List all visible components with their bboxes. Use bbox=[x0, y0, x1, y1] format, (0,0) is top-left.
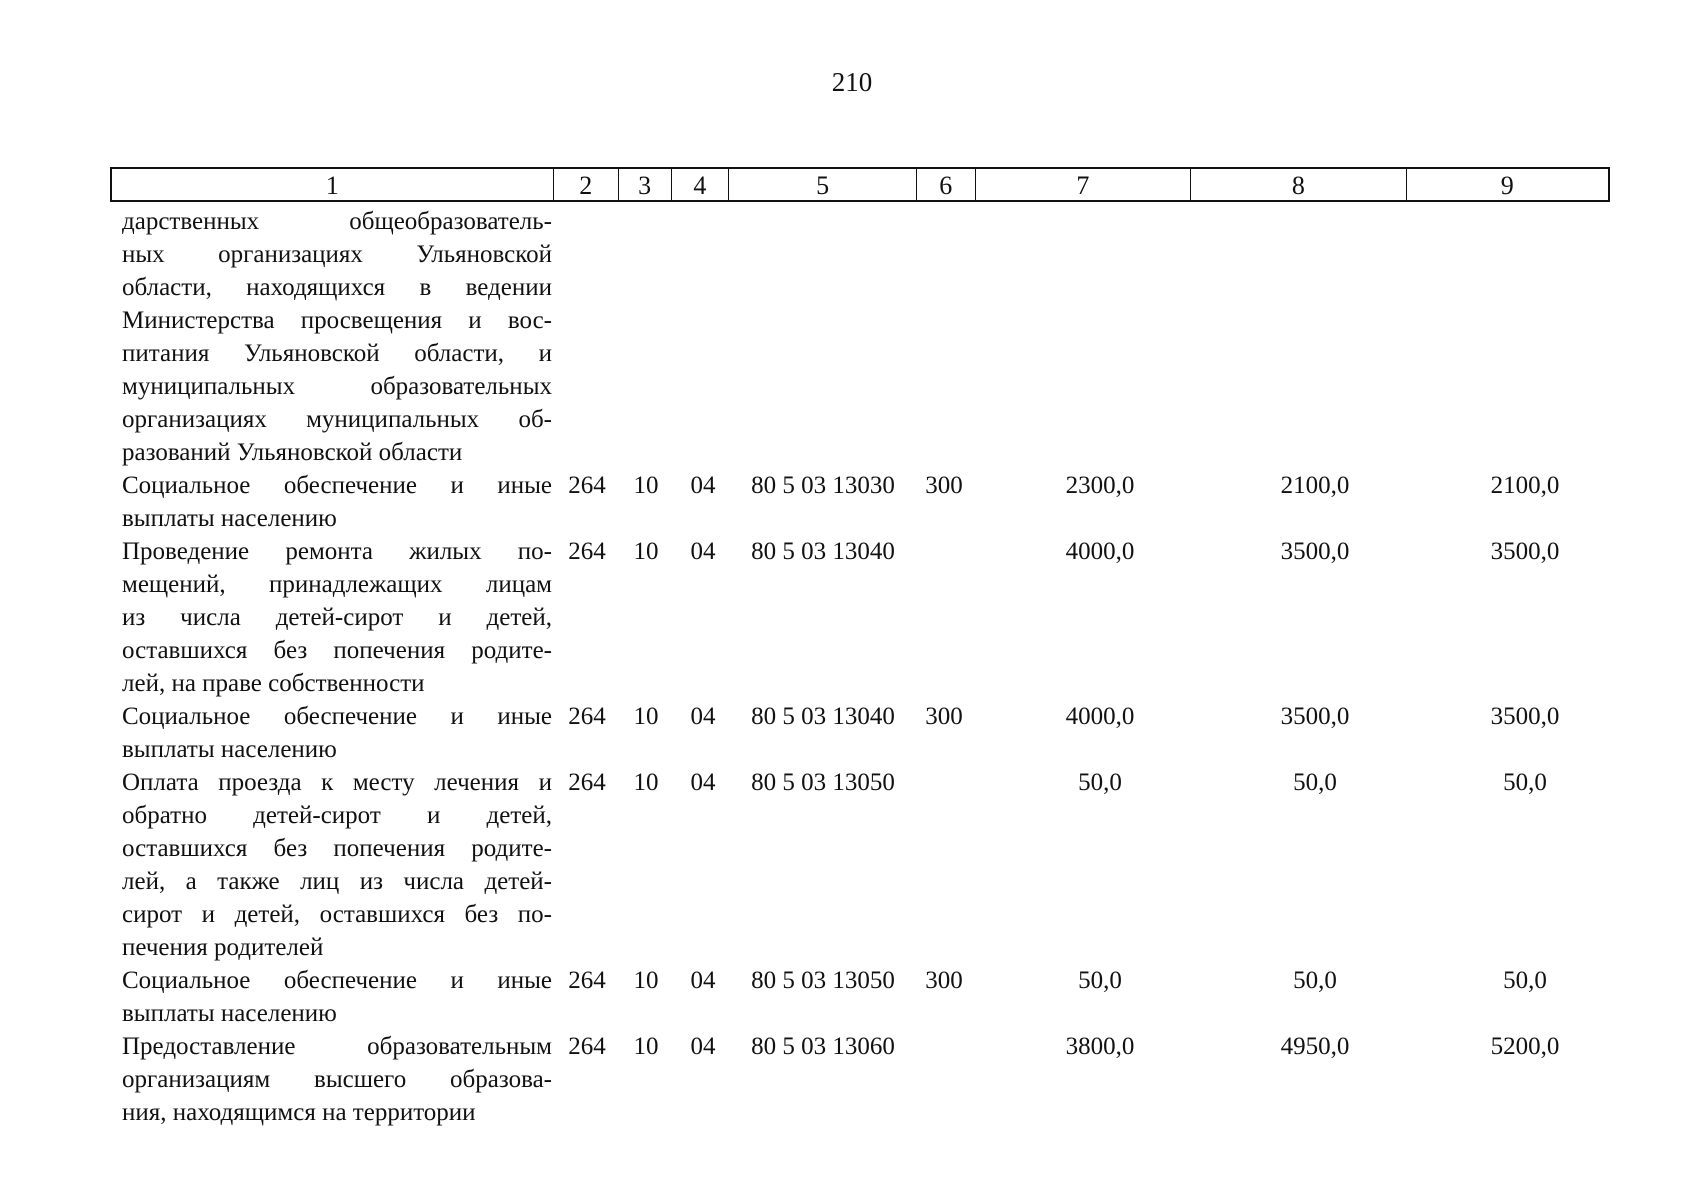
target-article-cell: 80 5 03 13050 bbox=[751, 769, 895, 796]
description-line: Социальное обеспечение и иные bbox=[122, 472, 552, 499]
expense-type-cell: 300 bbox=[925, 703, 963, 730]
section-code-cell: 10 bbox=[633, 472, 659, 499]
expense-type-cell: 300 bbox=[925, 967, 963, 994]
section-code-cell: 10 bbox=[633, 1033, 659, 1060]
header-cell-5: 5 bbox=[729, 169, 917, 200]
header-cell-2: 2 bbox=[554, 169, 619, 200]
header-cell-3: 3 bbox=[619, 169, 672, 200]
row-description bbox=[122, 1030, 552, 1129]
description-line: муниципальных образовательных bbox=[122, 373, 552, 400]
target-article-cell: 80 5 03 13060 bbox=[751, 1033, 895, 1060]
table-row bbox=[110, 535, 1610, 700]
subsection-code-cell: 04 bbox=[690, 538, 716, 565]
admin-code-cell: 264 bbox=[568, 1033, 606, 1060]
subsection-code-cell: 04 bbox=[690, 967, 716, 994]
description-line: оставшихся без попечения родите- bbox=[122, 637, 552, 664]
table-row bbox=[110, 964, 1610, 1030]
description-line: выплаты населению bbox=[122, 1000, 337, 1027]
description-line: сирот и детей, оставшихся без по- bbox=[122, 901, 552, 928]
amount-col9-cell: 50,0 bbox=[1503, 769, 1547, 796]
target-article-cell: 80 5 03 13050 bbox=[751, 967, 895, 994]
amount-col7-cell: 4000,0 bbox=[1065, 538, 1135, 565]
description-line: из числа детей-сирот и детей, bbox=[122, 604, 552, 631]
amount-col9-cell: 3500,0 bbox=[1490, 538, 1560, 565]
description-line: Министерства просвещения и вос- bbox=[122, 307, 552, 334]
description-line: организациям высшего образова- bbox=[122, 1066, 552, 1093]
description-line: области, находящихся в ведении bbox=[122, 274, 552, 301]
description-line: ния, находящимся на территории bbox=[122, 1099, 476, 1126]
admin-code-cell: 264 bbox=[568, 472, 606, 499]
description-line: дарственных общеобразователь- bbox=[122, 208, 552, 235]
header-cell-7: 7 bbox=[976, 169, 1191, 200]
subsection-code-cell: 04 bbox=[690, 1033, 716, 1060]
description-line: выплаты населению bbox=[122, 736, 337, 763]
amount-col8-cell: 2100,0 bbox=[1280, 472, 1350, 499]
description-line: оставшихся без попечения родите- bbox=[122, 835, 552, 862]
header-cell-4: 4 bbox=[672, 169, 730, 200]
amount-col7-cell: 2300,0 bbox=[1065, 472, 1135, 499]
row-description bbox=[122, 766, 552, 964]
header-cell-6: 6 bbox=[917, 169, 976, 200]
target-article-cell: 80 5 03 13030 bbox=[751, 472, 895, 499]
row-description bbox=[122, 964, 552, 1030]
amount-col8-cell: 3500,0 bbox=[1280, 703, 1350, 730]
admin-code-cell: 264 bbox=[568, 769, 606, 796]
section-code-cell: 10 bbox=[633, 769, 659, 796]
description-line: лей, на праве собственности bbox=[122, 670, 425, 697]
table-row bbox=[110, 700, 1610, 766]
expense-type-cell: 300 bbox=[925, 472, 963, 499]
table-row bbox=[110, 766, 1610, 964]
description-line: печения родителей bbox=[122, 934, 324, 961]
admin-code-cell: 264 bbox=[568, 967, 606, 994]
header-cell-8: 8 bbox=[1191, 169, 1406, 200]
amount-col9-cell: 2100,0 bbox=[1490, 472, 1560, 499]
description-line: разований Ульяновской области bbox=[122, 439, 463, 466]
description-line: Предоставление образовательным bbox=[122, 1033, 552, 1060]
description-line: мещений, принадлежащих лицам bbox=[122, 571, 552, 598]
header-cell-1: 1 bbox=[112, 169, 554, 200]
amount-col8-cell: 50,0 bbox=[1293, 769, 1337, 796]
description-line: выплаты населению bbox=[122, 505, 337, 532]
table-header-row bbox=[110, 167, 1610, 202]
row-description bbox=[122, 469, 552, 535]
amount-col8-cell: 4950,0 bbox=[1280, 1033, 1350, 1060]
amount-col7-cell: 50,0 bbox=[1078, 769, 1122, 796]
page-number: 210 bbox=[831, 67, 873, 97]
row-description bbox=[122, 535, 552, 700]
header-cell-9: 9 bbox=[1500, 171, 1514, 200]
description-line: Проведение ремонта жилых по- bbox=[122, 538, 552, 565]
description-line: лей, а также лиц из числа детей- bbox=[122, 868, 552, 895]
admin-code-cell: 264 bbox=[568, 538, 606, 565]
amount-col8-cell: 3500,0 bbox=[1280, 538, 1350, 565]
description-line: ных организациях Ульяновской bbox=[122, 241, 552, 268]
row-description bbox=[122, 700, 552, 766]
table-row bbox=[110, 205, 1610, 469]
amount-col7-cell: 50,0 bbox=[1078, 967, 1122, 994]
table-row bbox=[110, 469, 1610, 535]
section-code-cell: 10 bbox=[633, 967, 659, 994]
description-line: организациях муниципальных об- bbox=[122, 406, 552, 433]
target-article-cell: 80 5 03 13040 bbox=[751, 538, 895, 565]
amount-col8-cell: 50,0 bbox=[1293, 967, 1337, 994]
description-line: питания Ульяновской области, и bbox=[122, 340, 552, 367]
amount-col7-cell: 3800,0 bbox=[1065, 1033, 1135, 1060]
amount-col9-cell: 50,0 bbox=[1503, 967, 1547, 994]
subsection-code-cell: 04 bbox=[690, 472, 716, 499]
admin-code-cell: 264 bbox=[568, 703, 606, 730]
subsection-code-cell: 04 bbox=[690, 703, 716, 730]
row-description bbox=[122, 205, 552, 469]
amount-col7-cell: 4000,0 bbox=[1065, 703, 1135, 730]
amount-col9-cell: 3500,0 bbox=[1490, 703, 1560, 730]
section-code-cell: 10 bbox=[633, 538, 659, 565]
section-code-cell: 10 bbox=[633, 703, 659, 730]
description-line: Социальное обеспечение и иные bbox=[122, 967, 552, 994]
description-line: Социальное обеспечение и иные bbox=[122, 703, 552, 730]
table-row bbox=[110, 1030, 1610, 1129]
amount-col9-cell: 5200,0 bbox=[1490, 1033, 1560, 1060]
target-article-cell: 80 5 03 13040 bbox=[751, 703, 895, 730]
description-line: обратно детей-сирот и детей, bbox=[122, 802, 552, 829]
description-line: Оплата проезда к месту лечения и bbox=[122, 769, 552, 796]
subsection-code-cell: 04 bbox=[690, 769, 716, 796]
